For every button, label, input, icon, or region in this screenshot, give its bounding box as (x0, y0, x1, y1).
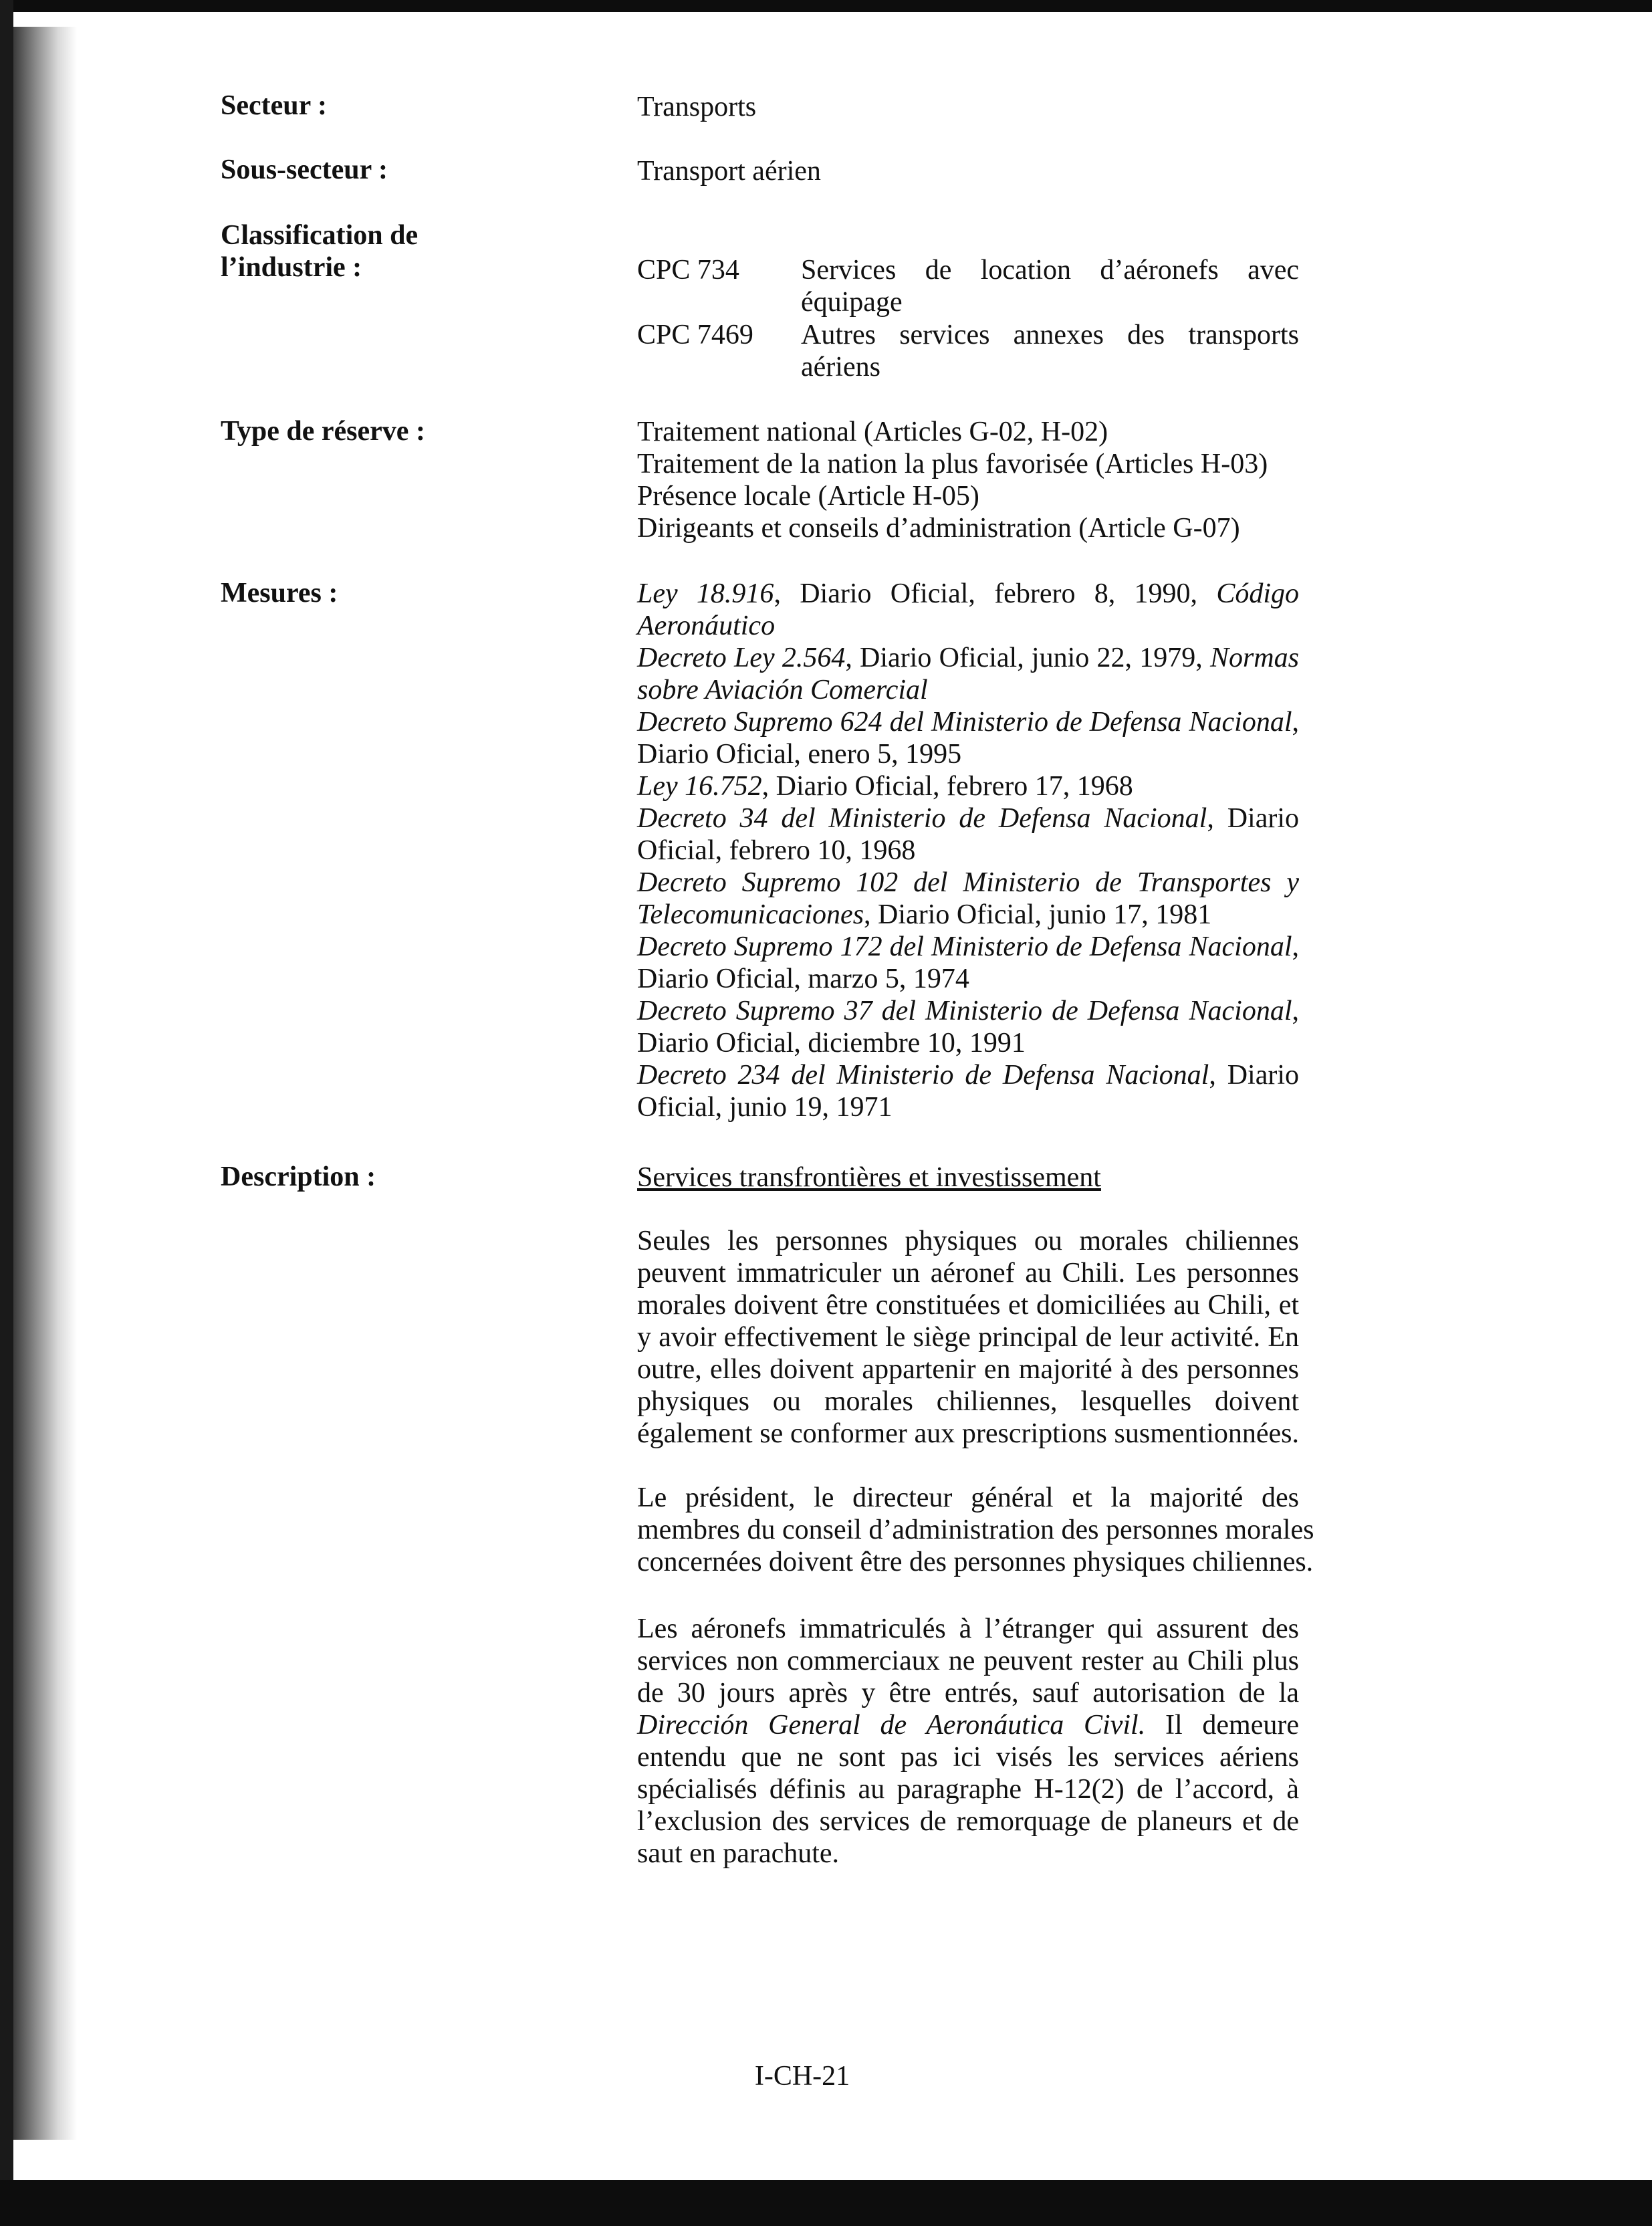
mesure-text: Oficial, febrero 10, 1968 (637, 835, 916, 866)
mesure-title: sobre Aviación Comercial (637, 675, 928, 705)
mesure-title: Decreto Supremo 624 del Ministerio de Defensa Nacional (637, 707, 1292, 738)
secteur-value: Transports (637, 92, 757, 122)
paragraph-line: Les aéronefs immatriculés à l’étranger qui assurent des (637, 1613, 1299, 1644)
mesure-text: Diario Oficial, diciembre 10, 1991 (637, 1028, 1026, 1059)
mesure-text: , (1292, 931, 1299, 962)
mesure-line (637, 674, 1299, 706)
scan-bottom-edge (0, 2180, 1652, 2226)
mesure-text: Diario Oficial, enero 5, 1995 (637, 739, 962, 770)
cpc-description (801, 319, 1299, 383)
mesures-list (637, 578, 1299, 1123)
paragraph-line: spécialisés définis au paragraphe H-12(2) de l’accord, à (637, 1774, 1299, 1805)
paragraph-line: outre, elles doivent appartenir en majorité à des personnes (637, 1354, 1299, 1385)
cpc-code: CPC 7469 (637, 320, 753, 350)
cpc-description-line: aériens (801, 352, 880, 382)
description-paragraph-1 (637, 1225, 1299, 1450)
paragraph-line: y avoir effectivement le siège principal de leur activité. En (637, 1322, 1299, 1353)
paragraph-line: concernées doivent être des personnes physiques chiliennes. (637, 1547, 1314, 1577)
mesure-line (637, 738, 1299, 770)
mesure-line (637, 610, 1299, 642)
description-heading (637, 1161, 1299, 1194)
type-reserve-item: Présence locale (Article H-05) (637, 481, 979, 512)
mesure-text: , (1292, 996, 1299, 1026)
paragraph-line: entendu que ne sont pas ici visés les services aériens (637, 1742, 1299, 1773)
paragraph-text: Il demeure (1145, 1710, 1299, 1741)
sous-secteur-value: Transport aérien (637, 156, 821, 187)
mesure-text: , Diario (1207, 803, 1300, 834)
cpc-description-line: Autres services annexes des transports (801, 320, 1299, 350)
mesure-title: Aeronáutico (637, 610, 776, 641)
label-sous-secteur: Sous-secteur : (221, 154, 388, 185)
agency-name: Dirección General de Aeronáutica Civil. (637, 1710, 1146, 1741)
paragraph-line: Le président, le directeur général et la majorité des (637, 1482, 1299, 1513)
mesure-line (637, 802, 1299, 834)
type-reserve-item: Dirigeants et conseils d’administration (Article G-07) (637, 513, 1240, 544)
mesure-title: Normas (1209, 643, 1299, 673)
description-paragraph-3 (637, 1613, 1299, 1870)
cpc-code: CPC 734 (637, 255, 739, 286)
cpc-description-line: Services de location d’aéronefs avec (801, 255, 1299, 286)
mesure-text: Oficial, junio 19, 1971 (637, 1092, 893, 1123)
mesure-line (637, 706, 1299, 738)
mesure-title: Decreto Supremo 102 del Ministerio de Transportes y (637, 867, 1299, 898)
mesure-title: Ley 18.916 (637, 578, 774, 609)
mesure-line (637, 770, 1299, 802)
mesure-line (637, 931, 1299, 963)
mesure-title: Decreto 34 del Ministerio de Defensa Nacional (637, 803, 1207, 834)
mesure-text: Diario Oficial, marzo 5, 1974 (637, 964, 969, 994)
mesure-title: Ley 16.752 (637, 771, 762, 802)
mesure-title: Decreto Supremo 37 del Ministerio de Defensa Nacional (637, 996, 1292, 1026)
mesure-line (637, 578, 1299, 610)
mesure-line (637, 995, 1299, 1027)
paragraph-line (637, 1709, 1299, 1741)
label-type-reserve: Type de réserve : (221, 416, 425, 447)
paragraph-line: Seules les personnes physiques ou morales chiliennes (637, 1226, 1299, 1256)
mesure-title: Telecomunicaciones (637, 899, 864, 930)
mesure-line (637, 834, 1299, 867)
mesure-title: Código (1216, 578, 1299, 609)
mesure-text: , Diario Oficial, febrero 8, 1990, (774, 578, 1217, 609)
mesure-text: , Diario Oficial, febrero 17, 1968 (761, 771, 1133, 802)
mesure-text: , Diario Oficial, junio 17, 1981 (864, 899, 1212, 930)
paragraph-line: peuvent immatriculer un aéronef au Chili. Les personnes (637, 1258, 1299, 1289)
mesure-title: Decreto Supremo 172 del Ministerio de Defensa Nacional (637, 931, 1292, 962)
paragraph-line: l’exclusion des services de remorquage de planeurs et de (637, 1806, 1299, 1837)
mesure-text: , (1292, 707, 1299, 738)
paragraph-line: de 30 jours après y être entrés, sauf autorisation de la (637, 1678, 1299, 1708)
scan-left-edge (0, 0, 13, 2226)
mesure-text: , Diario (1209, 1060, 1300, 1091)
scan-top-edge (0, 0, 1652, 12)
description-paragraph-2 (637, 1482, 1314, 1578)
cpc-description-line: équipage (801, 287, 903, 318)
type-reserve-item: Traitement national (Articles G-02, H-02) (637, 417, 1108, 447)
cpc-description (801, 254, 1299, 318)
mesure-text: , Diario Oficial, junio 22, 1979, (845, 643, 1210, 673)
mesure-line (637, 1091, 1299, 1123)
paragraph-line: membres du conseil d’administration des personnes morales (637, 1515, 1314, 1545)
mesure-line (637, 867, 1299, 899)
paragraph-line: saut en parachute. (637, 1838, 840, 1869)
mesure-line (637, 899, 1299, 931)
paragraph-line: services non commerciaux ne peuvent rester au Chili plus (637, 1646, 1299, 1676)
label-secteur: Secteur : (221, 90, 327, 121)
mesure-line (637, 1027, 1299, 1059)
label-classification-line1: Classification de (221, 220, 419, 251)
paragraph-line: également se conformer aux prescriptions susmentionnées. (637, 1418, 1299, 1449)
type-reserve-list (637, 416, 1299, 544)
mesure-line (637, 1059, 1299, 1091)
paragraph-line: morales doivent être constituées et domiciliées au Chili, et (637, 1290, 1299, 1321)
mesure-title: Decreto 234 del Ministerio de Defensa Nacional (637, 1060, 1209, 1091)
scan-page-curl (13, 27, 77, 2140)
mesure-line (637, 642, 1299, 674)
mesure-line (637, 963, 1299, 995)
description-heading-text: Services transfrontières et investissement (637, 1162, 1101, 1193)
label-classification-line2: l’industrie : (221, 252, 362, 283)
type-reserve-item: Traitement de la nation la plus favorisée (Articles H-03) (637, 449, 1268, 479)
paragraph-line: physiques ou morales chiliennes, lesquelles doivent (637, 1386, 1299, 1417)
mesure-title: Decreto Ley 2.564 (637, 643, 846, 673)
label-description: Description : (221, 1161, 376, 1192)
label-mesures: Mesures : (221, 578, 338, 608)
page-number: I-CH-21 (754, 2061, 850, 2092)
